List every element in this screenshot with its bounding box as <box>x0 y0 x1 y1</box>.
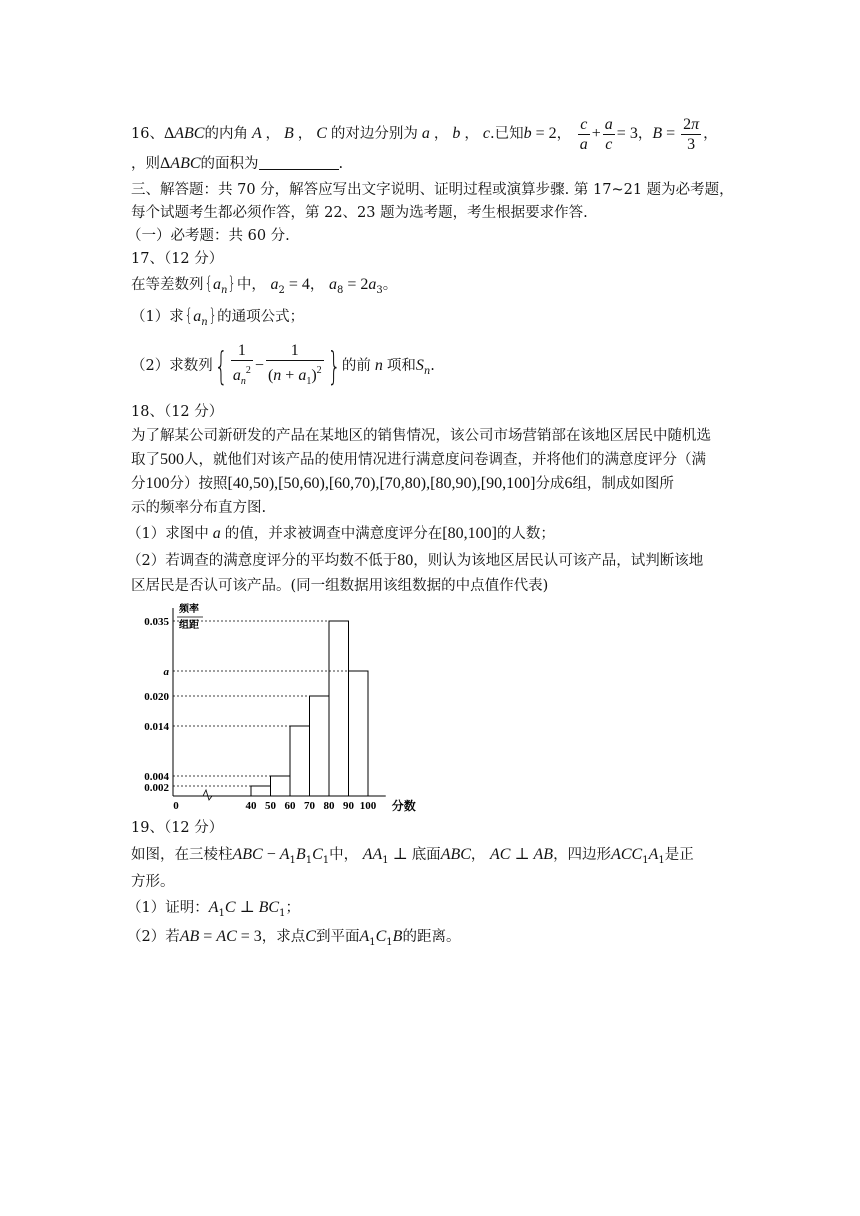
section3-line1: 三、解答题：共 70 分，解答应写出文字说明、证明过程或演算步骤. 第 17~21 题为必考题， <box>131 182 734 198</box>
q17-header: 17、（12 分） <box>131 251 224 267</box>
x-tick-label: 80 <box>323 800 335 812</box>
q16-line2: ，则ΔABC的面积为 . <box>131 155 344 172</box>
x-tick-label: 40 <box>245 800 257 812</box>
histogram-bar <box>349 671 369 796</box>
x-tick-label: 0 <box>173 800 179 812</box>
q17-part1: （1）求$\{a_n\}$的通项公式； <box>131 305 305 328</box>
q18-line3: 分100分）按照[40,50),[50,60),[60,70),[70,80),[80,90),[90,100]分成6组，制成如图所 <box>131 475 674 492</box>
y-tick-label: 0.004 <box>144 771 169 783</box>
q18-part2: （2）若调查的满意度评分的平均数不低于80，则认为该地区居民认可该产品，试判断该地 <box>127 552 704 569</box>
section3-line2: 每个试题考生都必须作答，第 22、23 题为选考题，考生根据要求作答. <box>131 205 588 221</box>
fraction-a-over-c: $\frac{a}{c}$ <box>604 115 613 153</box>
q19-part1: （1）证明：$A_1C$ ⊥ $BC_1$； <box>127 899 300 919</box>
y-tick-label: a <box>163 666 169 678</box>
q19-line1: 如图，在三棱柱ABC − $A_1B_1C_1$中， $AA_1$ ⊥ 底面ABC， AC ⊥ AB，四边形$ACC_1A_1$是正 <box>131 846 694 866</box>
x-tick-label: 90 <box>343 800 354 812</box>
fraction-2pi-over-3: $\frac{2\pi}{3}$ <box>683 115 700 153</box>
q16-number: 16、 <box>131 126 164 142</box>
answer-blank[interactable] <box>259 155 339 170</box>
y-axis-label-bottom: 组距 <box>179 620 199 631</box>
q18-header: 18、（12 分） <box>131 404 224 420</box>
q18-line4: 示的频率分布直方图. <box>131 500 267 516</box>
section3-sub: （一）必考题：共 60 分. <box>127 228 290 244</box>
frequency-histogram <box>130 600 420 815</box>
y-axis-label-top: 频率 <box>179 604 199 615</box>
q18-part3: 区居民是否认可该产品。(同一组数据用该组数据的中点值作代表) <box>131 578 549 594</box>
y-tick-label: 0.014 <box>144 721 169 733</box>
histogram-bar <box>329 621 349 796</box>
q19-header: 19、（12 分） <box>131 820 224 836</box>
y-tick-label: 0.020 <box>144 691 169 703</box>
q18-line1: 为了解某公司新研发的产品在某地区的销售情况，该公司市场营销部在该地区居民中随机选 <box>131 428 711 444</box>
histogram-bar <box>290 726 310 796</box>
fraction-1-over-an2: $\frac{1}{a_n^2}$ <box>231 341 253 391</box>
x-tick-label: 60 <box>284 800 296 812</box>
x-tick-label: 70 <box>304 800 315 812</box>
histogram-bar <box>310 696 330 796</box>
x-axis-label: 分数 <box>391 799 416 813</box>
q19-part2: （2）若AB = AC = 3，求点C到平面$A_1C_1B$的距离。 <box>127 928 461 948</box>
q19-line2: 方形。 <box>131 874 175 890</box>
q17-stem: 在等差数列$\{a_n\}$中， $a_2 = 4$， $a_8 = 2a_3$。 <box>131 273 398 296</box>
y-tick-label: 0.002 <box>144 782 169 794</box>
fraction-1-over-n-plus-a1: $\frac{1}{(n + a_1)^2}$ <box>266 341 324 391</box>
q16-line1: 16、ΔABC的内角 A ， B ， C 的对边分别为 a ， b ， c.已知b = 2， $\frac{c}{a}$ + $\frac{a}{c}$ = 3，B = $\frac{2\pi}{3}$ ， <box>131 115 718 153</box>
histogram-bar <box>251 786 271 796</box>
x-tick-label: 50 <box>265 800 276 812</box>
axis-break-mark <box>203 790 212 800</box>
q18-part1: （1）求图中 a 的值，并求被调查中满意度评分在[80,100]的人数； <box>127 525 555 542</box>
histogram-bar <box>271 776 291 796</box>
y-tick-label: 0.035 <box>144 616 169 628</box>
x-tick-label: 100 <box>359 800 377 812</box>
q17-part2: （2）求数列{ $\frac{1}{a_n^2}$ − $\frac{1}{(n + a_1)^2}$ }的前 n 项和$S_n$. <box>131 336 435 396</box>
fraction-c-over-a: $\frac{c}{a}$ <box>579 115 588 153</box>
q18-line2: 取了500人，就他们对该产品的使用情况进行满意度问卷调查，并将他们的满意度评分（满 <box>131 451 706 468</box>
